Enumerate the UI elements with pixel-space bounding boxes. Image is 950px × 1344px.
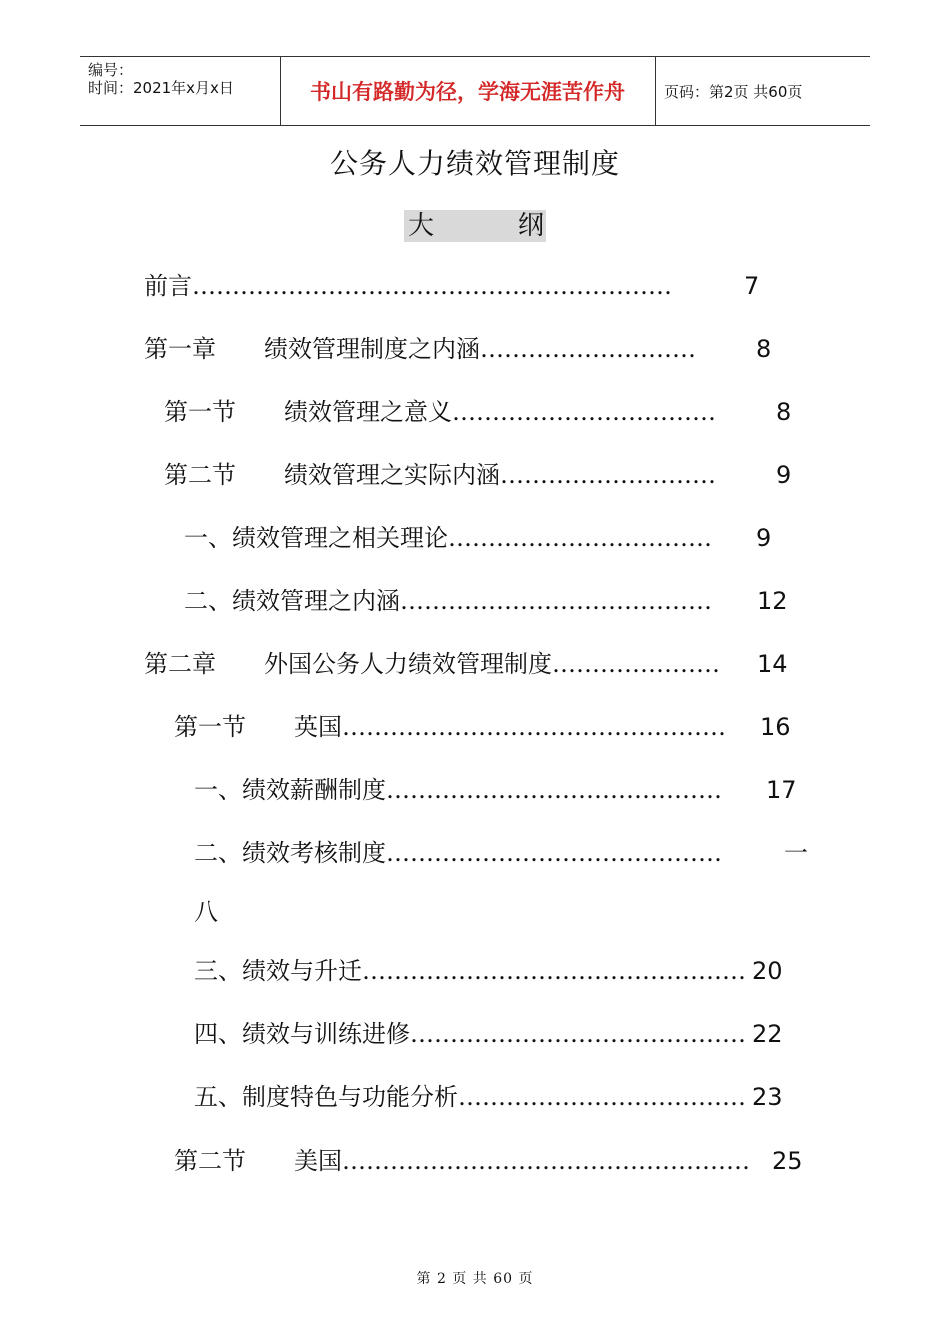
toc-page-number: 16 — [760, 713, 791, 741]
header-motto: 书山有路勤为径，学海无涯苦作舟 — [310, 80, 625, 104]
document-title: 公务人力绩效管理制度 — [329, 147, 620, 180]
toc-entry: 第二节 美国…………………………………………… — [174, 1147, 750, 1175]
toc-page-number: 17 — [766, 776, 797, 804]
toc-entry: 第一章 绩效管理制度之内涵……………………… — [144, 335, 696, 363]
toc-page-number: 8 — [776, 398, 792, 426]
toc-page-number: 9 — [756, 524, 772, 552]
header-meta — [80, 57, 280, 125]
toc-entry: 第一节 英国………………………………………… — [174, 713, 726, 741]
toc-entry: 二、绩效管理之内涵………………………………… — [184, 587, 712, 615]
header-page-label: 页码：第2页 共60页 — [664, 82, 803, 101]
toc-entry: 四、绩效与训练进修…………………………………… — [194, 1020, 746, 1048]
toc-page-number: 14 — [757, 650, 788, 678]
toc-page-number: 23 — [752, 1083, 783, 1111]
toc-entry: 三、绩效与升迁………………………………………… — [194, 957, 746, 985]
toc-entry: 一、绩效管理之相关理论…………………………… — [184, 524, 712, 552]
toc-page-number: 25 — [772, 1147, 803, 1175]
toc-entry: 第二节 绩效管理之实际内涵……………………… — [164, 461, 716, 489]
toc-page-number: 7 — [744, 272, 760, 300]
toc-page-number: 22 — [752, 1020, 783, 1048]
outline-heading — [404, 210, 546, 242]
toc-page-number: 8 — [756, 335, 772, 363]
toc-page-number: 一 — [784, 839, 808, 867]
outline-heading-char: 纲 — [517, 211, 544, 241]
page-footer: 第 2 页 共 60 页 — [416, 1271, 534, 1287]
toc-page-number: 20 — [752, 957, 783, 985]
toc-page-number: 9 — [776, 461, 792, 489]
toc-entry: 五、制度特色与功能分析……………………………… — [194, 1083, 746, 1111]
toc-entry: 一、绩效薪酬制度…………………………………… — [194, 776, 722, 804]
toc-entry: 第一节 绩效管理之意义…………………………… — [164, 398, 716, 426]
time-label: 时间：2021年x月x日 — [88, 79, 234, 97]
outline-heading-char: 大 — [408, 211, 435, 241]
toc-page-number: 12 — [757, 587, 788, 615]
code-label: 编号： — [88, 61, 134, 79]
toc-entry: 第二章 外国公务人力绩效管理制度………………… — [144, 650, 720, 678]
toc-entry: 二、绩效考核制度…………………………………… — [194, 839, 722, 867]
page-header — [80, 56, 870, 126]
toc-entry: 八 — [194, 898, 218, 926]
toc-entry: 前言…………………………………………………… — [144, 272, 672, 300]
